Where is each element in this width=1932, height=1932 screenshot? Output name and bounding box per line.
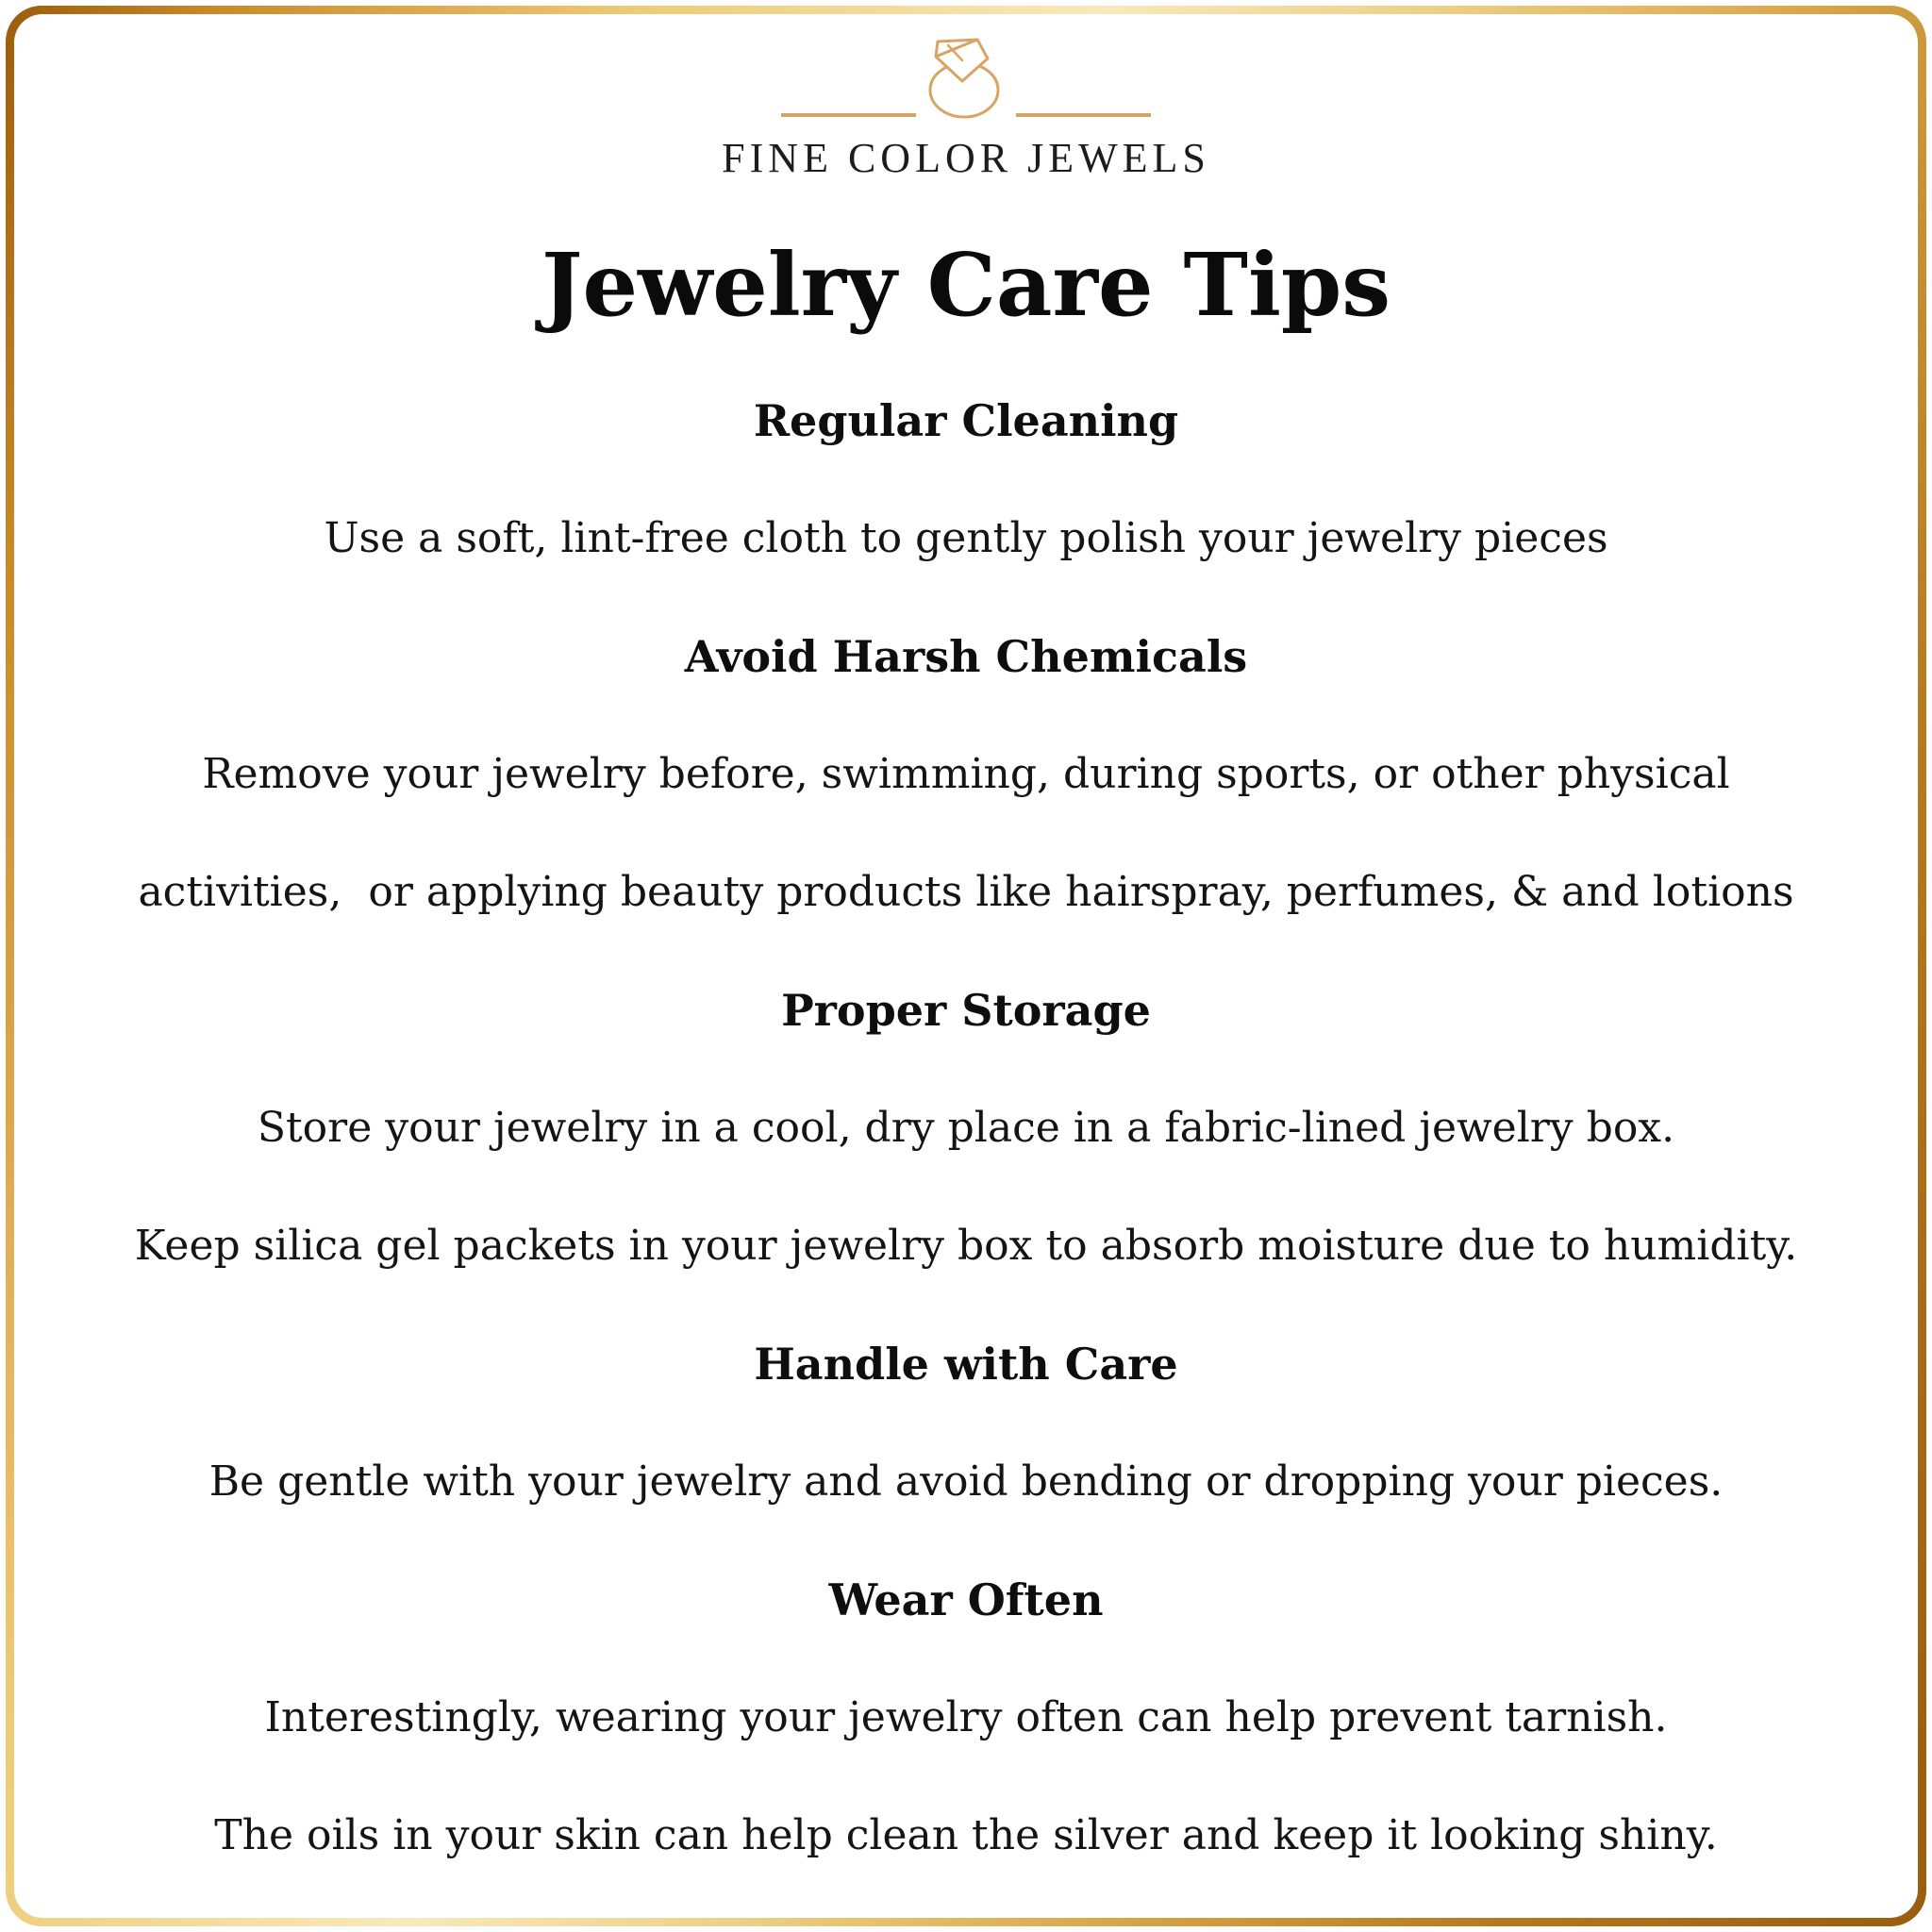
- section-text-line: Store your jewelry in a cool, dry place in a fabric-lined jewelry box.: [257, 1104, 1675, 1153]
- gold-divider-line: [781, 113, 916, 117]
- section-heading: Avoid Harsh Chemicals: [684, 630, 1248, 682]
- brand-name: FINE COLOR JEWELS: [722, 135, 1210, 181]
- diamond-ring-icon: [927, 36, 1003, 119]
- brand-logo: [781, 36, 1151, 119]
- section-heading: Wear Often: [828, 1574, 1104, 1625]
- section-heading: Regular Cleaning: [753, 394, 1179, 446]
- section-heading: Proper Storage: [781, 984, 1151, 1036]
- page-title: Jewelry Care Tips: [541, 234, 1391, 336]
- gold-divider-line: [1016, 113, 1151, 117]
- section-text-line: Keep silica gel packets in your jewelry box to absorb moisture due to humidity.: [134, 1222, 1798, 1271]
- section-text-line: Be gentle with your jewelry and avoid bending or dropping your pieces.: [208, 1457, 1724, 1507]
- section-text-line: Interestingly, wearing your jewelry often can help prevent tarnish.: [264, 1693, 1668, 1742]
- care-tips-list: [0, 361, 1932, 1894]
- section-text-line: activities, or applying beauty products like hairspray, perfumes, & and lotions: [138, 868, 1794, 917]
- section-text-line: Remove your jewelry before, swimming, during sports, or other physical: [202, 750, 1730, 799]
- section-heading: Handle with Care: [754, 1338, 1178, 1390]
- section-text-line: Use a soft, lint-free cloth to gently polish your jewelry pieces: [324, 514, 1608, 563]
- section-text-line: The oils in your skin can help clean the silver and keep it looking shiny.: [214, 1811, 1718, 1860]
